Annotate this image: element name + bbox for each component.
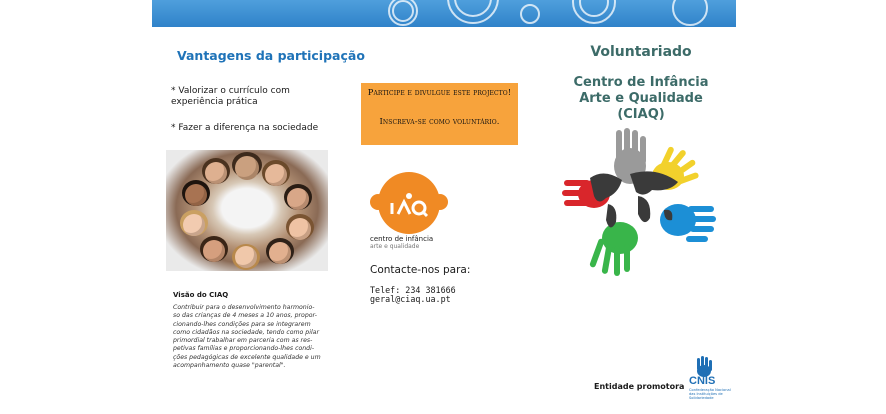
- callout-line-2: Inscreva-se como voluntário.: [379, 116, 500, 126]
- header-banner: [152, 0, 736, 27]
- advantage-item: * Fazer a diferença na sociedade: [171, 123, 319, 133]
- vision-title: Visão do CIAQ: [173, 291, 229, 299]
- decorative-ring: [520, 4, 540, 24]
- contact-phone: Telef: 234 381666: [370, 285, 456, 295]
- contact-email[interactable]: geral@ciaq.ua.pt: [370, 294, 451, 304]
- logo-subtitle: arte e qualidade: [370, 243, 420, 250]
- logo-name: centro de infância: [370, 235, 434, 243]
- vision-text: Contribuir para o desenvolvimento harmonio- so das crianças de 4 meses a 10 anos, propor- cionando-lhes condições para se integrarem como cidadãos na sociedade, tendo como pilar primordial trabalhar em parceria com as res- petivas famílias e proporcionando-lhes condi- ções pedagógicas de excelente qualidade e um acompanhamento quase "parental".: [173, 304, 321, 370]
- advantages-title: Vantagens da participação: [177, 48, 365, 63]
- cnis-logo-subtitle: Confederação Nacional das Instituições de Solidariedade: [689, 388, 731, 401]
- cnis-logo-text: CNIS: [689, 375, 716, 387]
- decorative-ring: [392, 0, 414, 22]
- page-title: Voluntariado: [590, 44, 692, 60]
- decorative-ring: [672, 0, 708, 26]
- promoter-label: Entidade promotora: [594, 382, 685, 391]
- volunteers-photo: [166, 150, 328, 271]
- organization-name: Centro de Infância Arte e Qualidade (CIAQ): [573, 75, 709, 122]
- callout-box: [361, 83, 518, 145]
- contact-heading: Contacte-nos para:: [370, 264, 471, 276]
- advantage-item: * Valorizar o currículo com experiência prática: [171, 86, 290, 107]
- callout-line-1: Participe e divulgue este projecto!: [367, 87, 512, 97]
- hands-world-map: [560, 128, 718, 276]
